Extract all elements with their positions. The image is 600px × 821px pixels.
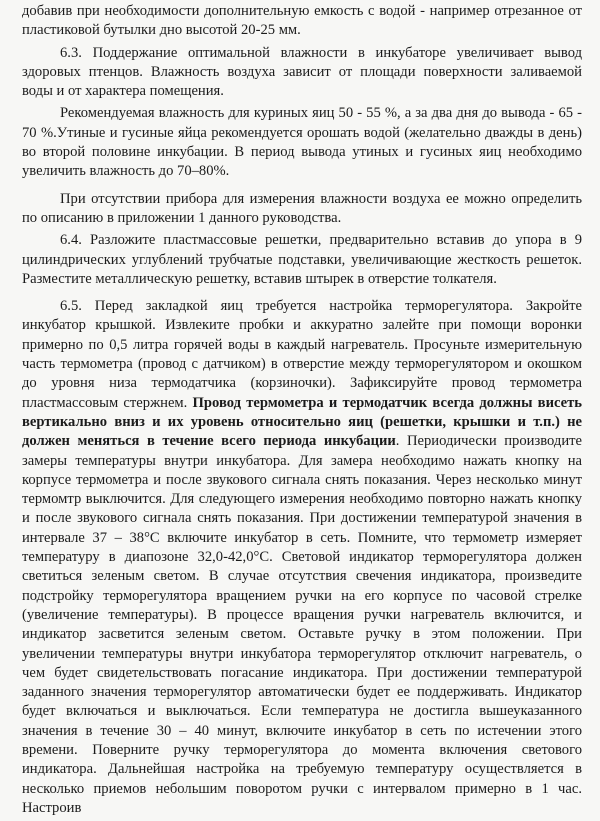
paragraph-humidity-measurement: При отсутствии прибора для измерения влажности воздуха ее можно определить по описанию в приложении 1 данного руководства. <box>22 190 582 226</box>
paragraph-humidity-recommendation: Рекомендуемая влажность для куриных яиц 50 - 55 %, а за два дня до вывода - 65 - 70 %.Утиные и гусиные яйца рекомендуется орошать водой (желательно дважды в день) во второй половине инкубации. В период вывода утиных и гусиных яиц необходимо увеличить влажность до 70–80%. <box>22 105 582 180</box>
paragraph-6-3: 6.3. Поддержание оптимальной влажности в инкубаторе увеличивает вывод здоровых птенцов. Влажность воздуха зависит от площади поверхности заливаемой воды и от характера помещения. <box>22 44 582 100</box>
paragraph-continuation: добавив при необходимости дополнительную емкость с водой - например отрезанное от пластиковой бутылки дно высотой 20-25 мм. <box>22 3 582 39</box>
paragraph-6-5-intro: 6.5. Перед закладкой яиц требуется настройка терморегулятора. Закройте инкубатор крышкой. Извлеките пробки и аккуратно залейте при помощи воронки примерно по 0,5 литра горячей воды в каждый нагреватель. Просуньте измерительную часть термометра (провод с датчиком) в отверстие между терморегулятором и окошком до уровня низа термодатчика (корзиночки). Зафиксируйте провод термометра пластмассовым стержнем. <box>22 298 582 411</box>
document-page <box>22 2 582 821</box>
paragraph-6-5-rest: . Периодически производите замеры температуры внутри инкубатора. Для замера необходимо нажать кнопку на корпусе термометра и после звукового сигнала снять показания. Через несколько минут термомтр выключится. Для следующего измерения необходимо повторно нажать кнопку и после звукового сигнала снять показания. При достижении температурой значения в интервале 37 – 38°С включите инкубатор в сеть. Помните, что термометр измеряет температуру в диапозоне 32,0-42,0°С. Световой индикатор терморегулятора должен светиться зеленым светом. В случае отсутствия свечения индикатора, произведите подстройку терморегулятора вращением ручки на его корпусе по часовой стрелке (увеличение температуры). В процессе вращения ручки нагреватель включится, и индикатор засветится зеленым светом. Оставьте ручку в этом положении. При увеличении температуры внутри инкубатора терморегулятор отключит нагреватель, о чем будет свидетельствовать погасание индикатора. При достижении температурой заданного значения терморегулятор автоматически будет ее поддерживать. Индикатор будет включаться и выключаться. Если температура не достигла вышеуказанного значения в течение 30 – 40 минут, включите инкубатор в сеть по истечении этого времени. Поверните ручку терморегулятора до момента включения светового индикатора. Дальнейшая настройка на требуемую температуру осуществляется в несколько приемов небольшим поворотом ручки с интервалом примерно в 1 час. Настроив <box>22 433 582 816</box>
paragraph-6-5-bold-warning: Провод термометра и термодатчик всегда должны висеть вертикально вниз и их уровень относительно яиц (решетки, крышки и т.п.) не должен меняться в течение всего периода инкубации <box>22 394 582 450</box>
paragraph-6-4: 6.4. Разложите пластмассовые решетки, предварительно вставив до упора в 9 цилиндрических углублений трубчатые подставки, увеличивающие жесткость решеток. Разместите металлическую решетку, вставив штырек в отверстие толкателя. <box>22 232 582 287</box>
paragraph-6-5 <box>22 297 582 818</box>
